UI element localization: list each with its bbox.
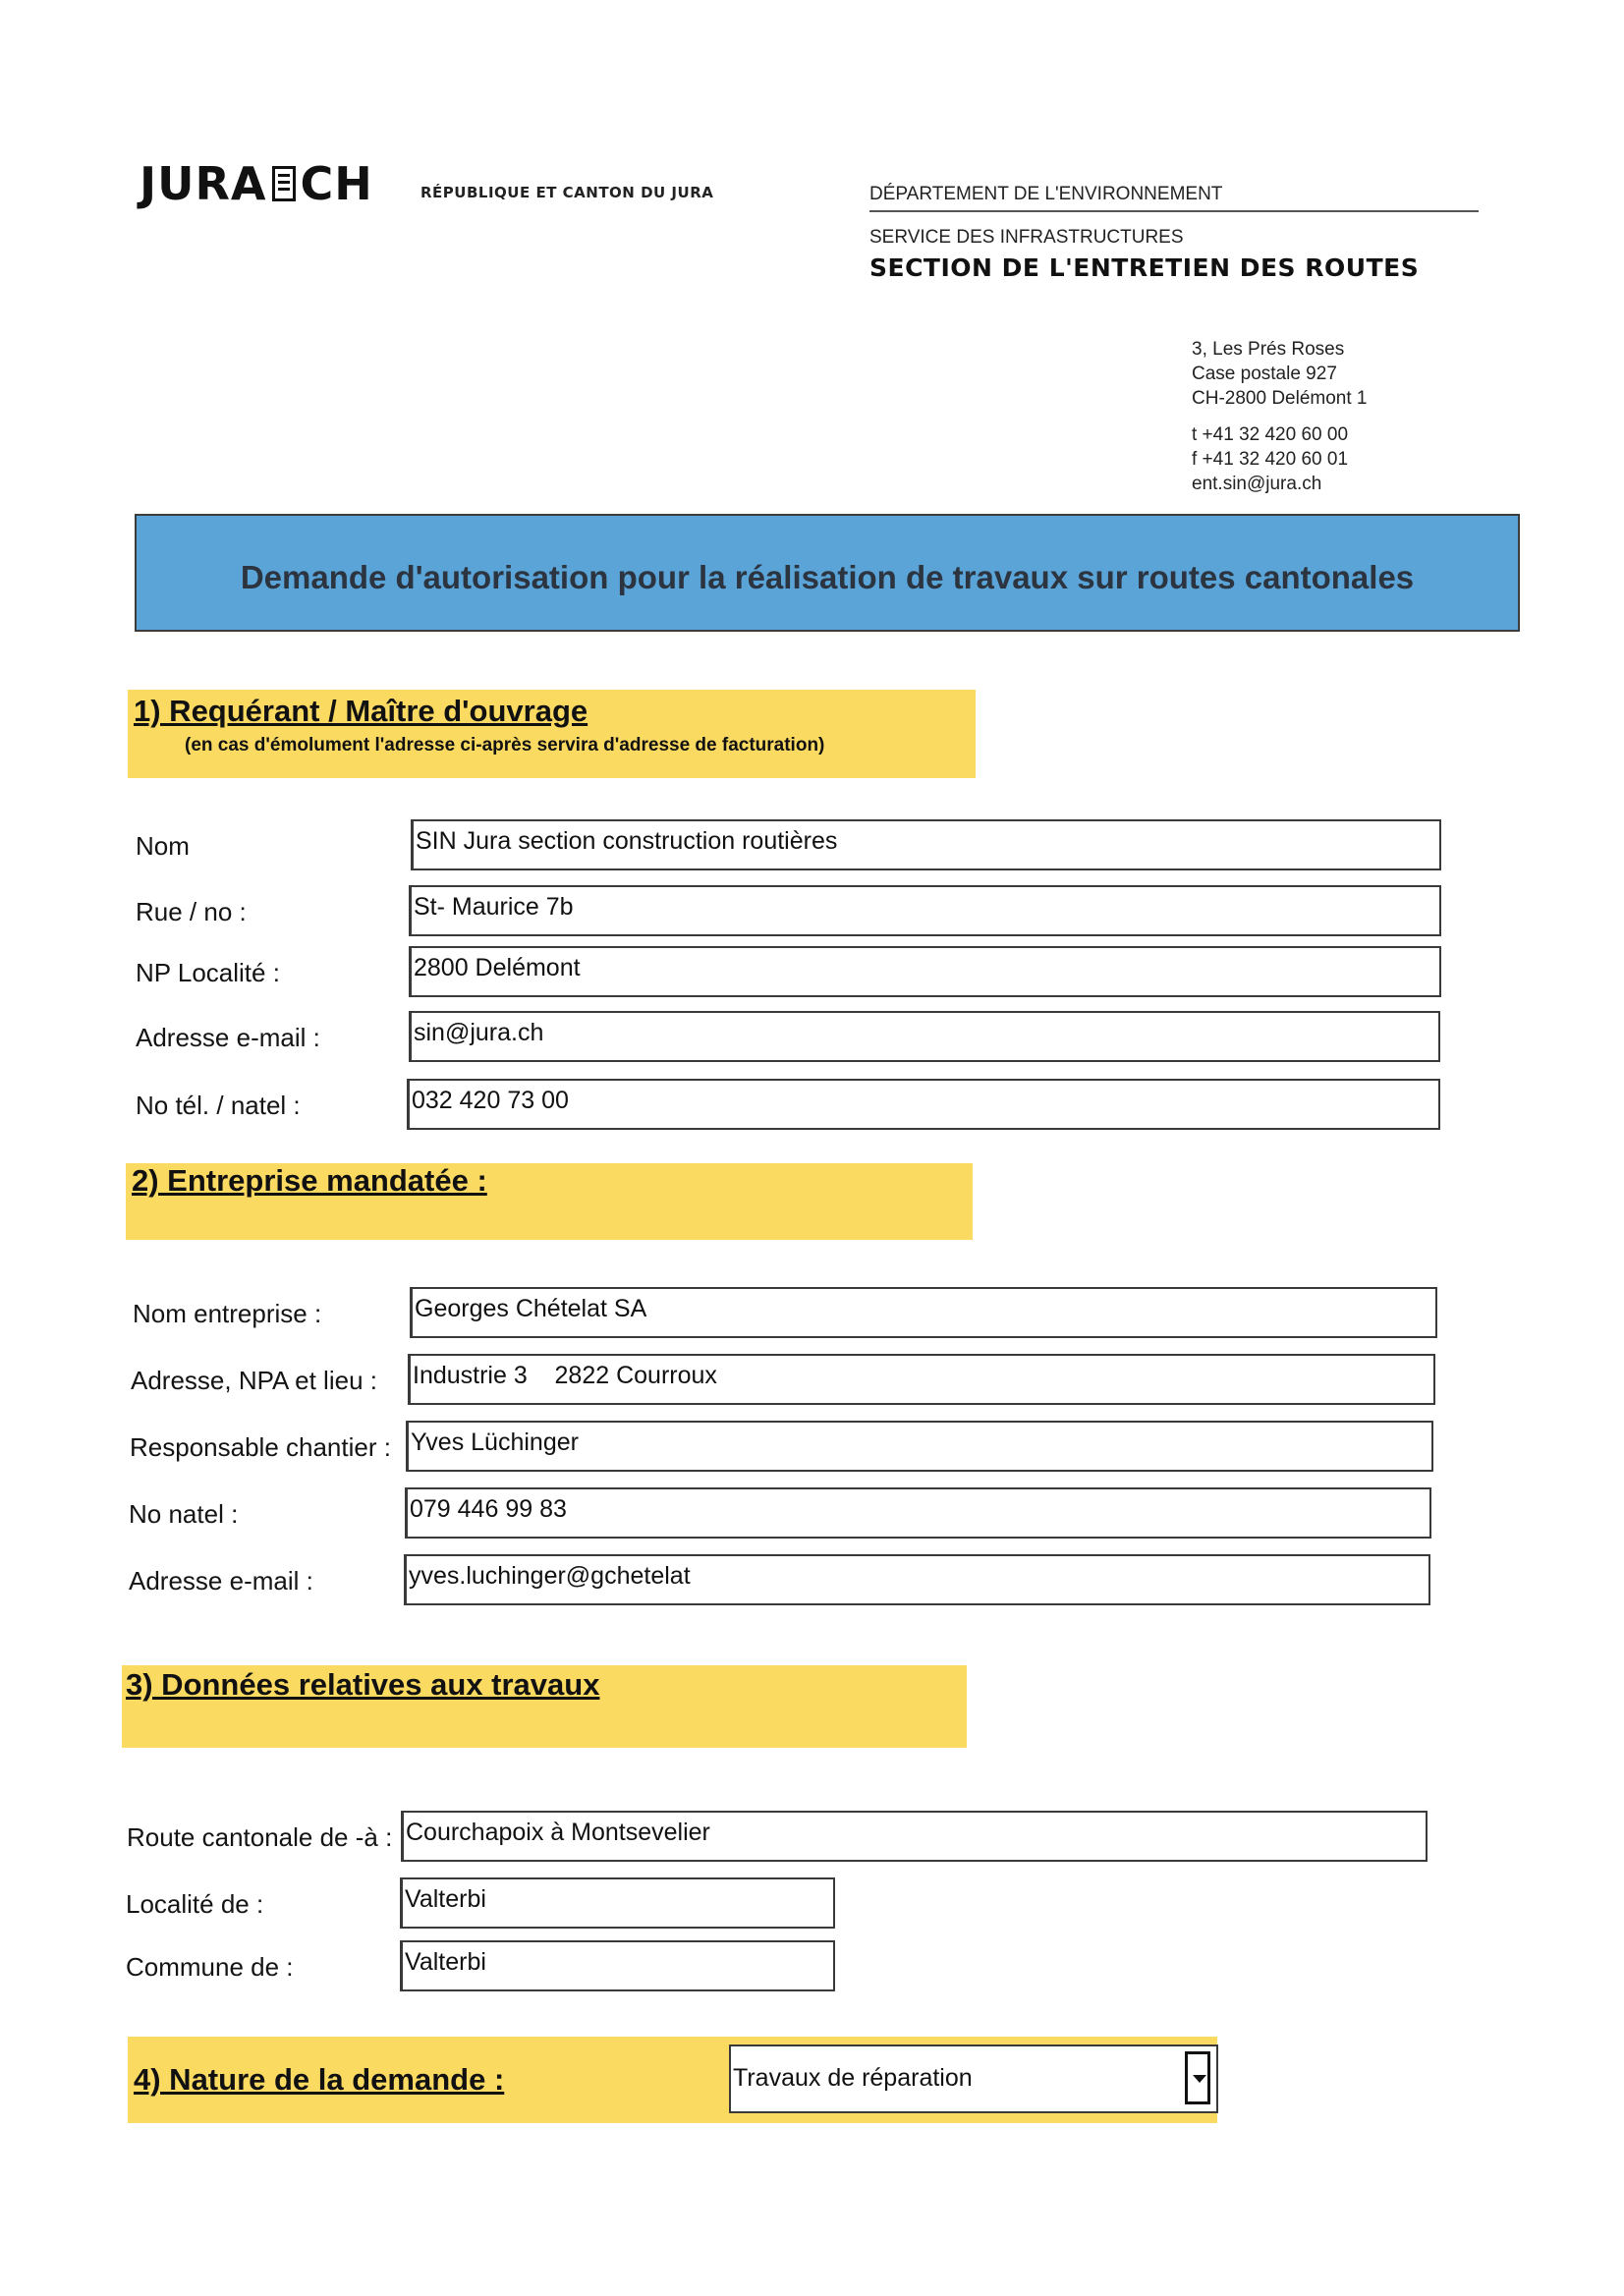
label-localite: Localité de : [126,1889,264,1919]
adresse-entreprise-field[interactable] [408,1354,1435,1405]
responsable-chantier-field[interactable] [406,1421,1433,1472]
nom-value: SIN Jura section construction routières [416,827,838,855]
email-field[interactable] [409,1011,1440,1062]
label-route-cantonale: Route cantonale de -à : [127,1822,393,1852]
nom-entreprise-field[interactable] [410,1287,1437,1338]
phone-line: t +41 32 420 60 00 [1192,424,1349,445]
address-line: CH-2800 Delémont 1 [1192,388,1368,409]
rue-value: St- Maurice 7b [414,893,574,921]
label-natel: No natel : [129,1499,239,1529]
section-2-title: 2) Entreprise mandatée : [132,1163,487,1198]
label-adresse-entreprise: Adresse, NPA et lieu : [131,1366,377,1395]
label-email-entreprise: Adresse e-mail : [129,1566,313,1596]
section-1-title: 1) Requérant / Maître d'ouvrage [134,694,588,728]
logo-jura-text: JURA [140,157,267,210]
coat-of-arms-icon [272,166,296,201]
np-localite-field[interactable] [409,946,1441,997]
localite-value: Valterbi [405,1885,486,1913]
email-entreprise-value: yves.luchinger@gchetelat [409,1562,691,1590]
section-4-header [128,2037,1217,2123]
address-line: Case postale 927 [1192,364,1337,384]
nom-entreprise-value: Georges Chételat SA [415,1295,647,1322]
label-email: Adresse e-mail : [136,1023,320,1052]
nature-demande-value: Travaux de réparation [733,2064,973,2092]
section-3-header [122,1665,967,1748]
fax-line: f +41 32 420 60 01 [1192,449,1349,470]
telephone-value: 032 420 73 00 [412,1087,569,1114]
section-1-header [128,690,976,778]
adresse-entreprise-value: Industrie 3 2822 Courroux [413,1362,717,1389]
logo-ch-text: CH [300,157,373,210]
label-nom-entreprise: Nom entreprise : [133,1299,322,1328]
label-responsable-chantier: Responsable chantier : [130,1432,391,1462]
nature-demande-select[interactable] [729,2044,1218,2113]
chevron-down-icon[interactable] [1185,2051,1210,2104]
form-title-banner [135,514,1520,632]
section-1-subtitle: (en cas d'émolument l'adresse ci-après servira d'adresse de facturation) [185,735,825,756]
email-entreprise-field[interactable] [404,1554,1430,1605]
canton-name: RÉPUBLIQUE ET CANTON DU JURA [420,184,714,201]
responsable-chantier-value: Yves Lüchinger [411,1428,579,1456]
label-np-localite: NP Localité : [136,958,280,987]
department-name: DÉPARTEMENT DE L'ENVIRONNEMENT [869,184,1223,204]
telephone-field[interactable] [407,1079,1440,1130]
commune-value: Valterbi [405,1948,486,1976]
label-nom: Nom [136,831,190,861]
label-telephone: No tél. / natel : [136,1091,301,1120]
route-cantonale-field[interactable] [401,1811,1428,1862]
section-2-header [126,1163,973,1240]
route-cantonale-value: Courchapoix à Montsevelier [406,1819,710,1846]
label-commune: Commune de : [126,1952,294,1982]
np-localite-value: 2800 Delémont [414,954,581,981]
header-divider [869,210,1479,212]
nom-field[interactable] [411,819,1441,870]
section-name: SECTION DE L'ENTRETIEN DES ROUTES [869,253,1420,282]
email-value: sin@jura.ch [414,1019,544,1046]
commune-field[interactable] [400,1940,835,1991]
label-rue: Rue / no : [136,897,247,926]
postal-address [1192,337,1367,411]
jura-ch-logo [140,157,373,210]
email-line: ent.sin@jura.ch [1192,474,1322,494]
natel-value: 079 446 99 83 [410,1495,567,1523]
rue-field[interactable] [409,885,1441,936]
contact-info [1192,422,1348,496]
section-4-title: 4) Nature de la demande : [134,2062,505,2097]
section-3-title: 3) Données relatives aux travaux [126,1667,600,1702]
natel-field[interactable] [405,1487,1431,1539]
form-title: Demande d'autorisation pour la réalisation de travaux sur routes cantonales [240,559,1415,595]
service-name: SERVICE DES INFRASTRUCTURES [869,227,1184,248]
address-line: 3, Les Prés Roses [1192,339,1345,360]
localite-field[interactable] [400,1877,835,1929]
